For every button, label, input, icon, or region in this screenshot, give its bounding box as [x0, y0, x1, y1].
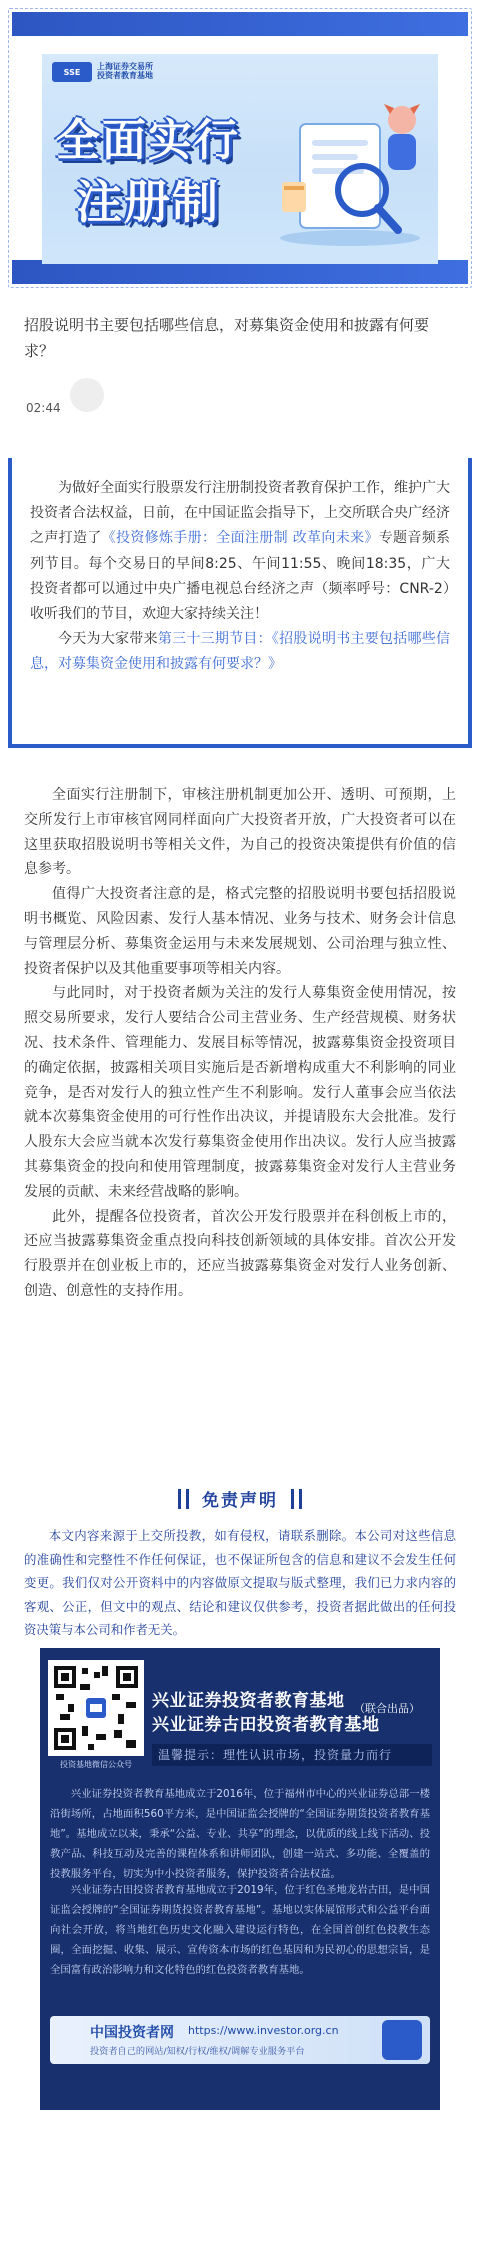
header-banner: [8, 8, 472, 288]
audio-play-icon[interactable]: [70, 378, 104, 412]
intro-right-bar: [468, 458, 472, 748]
footer-tip: 温馨提示：理性认识市场，投资量力而行: [152, 1744, 432, 1766]
body-paragraph-3: 与此同时，对于投资者颇为关注的发行人募集资金使用情况，按照交易所要求，发行人要结合公司主营业务、生产经营规模、财务状况、技术条件、管理能力、发展目标等情况，披露募集资金投资项目的确定依据，披露相关项目实施后是否新增构成重大不利影响的同业竞争，是否对发行人的独立性产生不利影响。发行人董事会应当依法就本次募集资金使用的可行性作出决议，并提请股东大会批准。发行人股东大会应当就本次发行募集资金使用作出决议。发行人应当披露其募集资金的投向和使用管理制度，披露募集资金对发行人主营业务发展的贡献、未来经营战略的影响。: [24, 985, 456, 1200]
banner-image: [42, 54, 438, 264]
footer-paragraph-1: 兴业证券投资者教育基地成立于2016年，位于福州市中心的兴业证券总部一楼沿街场所，占地面积560平方米，是中国证监会授牌的“全国证券期货投资者教育基地”。基地成立以来，秉承“公益、专业、共享”的理念，以优质的线上线下活动、投教产品、科技互动及完善的课程体系和讲师团队，创建一站式、多功能、全覆盖的投教服务平台，切实为中小投资者服务，保护投资者合法权益。: [50, 1788, 430, 1880]
disclaimer-right-bars-icon: [290, 1489, 303, 1509]
investor-site-subtitle: 投资者自己的网站/知权/行权/维权/调解专业服务平台: [90, 2046, 305, 2057]
investor-site-banner[interactable]: [50, 2016, 430, 2064]
footer-card: [40, 1648, 440, 2110]
investor-site-url[interactable]: https://www.investor.org.cn: [188, 2024, 339, 2037]
disclaimer-text: 本文内容来源于上交所投教，如有侵权，请联系删除。本公司对这些信息的准确性和完整性不作任何保证，也不保证所包含的信息和建议不会发生任何变更。我们仅对公开资料中的内容做原文提取与版式整理，我们已力求内容的客观、公正，但文中的观点、结论和建议仅供参考，投资者据此做出的任何投资决策与本公司和作者无关。: [24, 1528, 456, 1637]
body-paragraph-2: 值得广大投资者注意的是，格式完整的招股说明书要包括招股说明书概览、风险因素、发行人基本情况、业务与技术、财务会计信息与管理层分析、募集资金运用与未来发展规划、公司治理与独立性、投资者保护以及其他重要事项等相关内容。: [24, 886, 456, 977]
investor-site-logo-icon: [382, 2020, 422, 2060]
episode-link[interactable]: 第三十三期节目：《招股说明书主要包括哪些信息，对募集资金使用和披露有何要求？》: [30, 631, 451, 673]
body-paragraph-4: 此外，提醒各位投资者，首次公开发行股票并在科创板上市的，还应当披露募集资金重点投向科技创新领域的具体安排。首次公开发行股票并在创业板上市的，还应当披露募集资金对发行人业务创新、创造、创意性的支持作用。: [24, 1208, 456, 1299]
banner-title-line1: 全面实行: [56, 115, 240, 166]
audio-duration: 02:44: [26, 401, 61, 415]
disclaimer-heading: [0, 1486, 480, 1511]
intro-text: [30, 476, 450, 678]
qr-caption: 投资基地微信公众号: [60, 1760, 132, 1769]
program-link[interactable]: 《投资修炼手册：全面注册制 改革向未来》: [101, 530, 379, 547]
banner-top-strip: [12, 12, 468, 36]
intro-bottom-bar: [8, 744, 472, 748]
qr-code-icon[interactable]: [48, 1660, 144, 1756]
question-heading: 招股说明书主要包括哪些信息，对募集资金使用和披露有何要求？: [24, 316, 430, 360]
banner-logo: [52, 62, 153, 82]
footer-paragraph-2: 兴业证券古田投资者教育基地成立于2019年，位于红色圣地龙岩古田，是中国证监会授牌的“全国证券期货投资者教育基地”。基地以实体展馆形式和公益平台面向社会开放，将当地红色历史文化融入建设运行特色，在全国首创红色投教生态圈，全面挖掘、收集、展示、宣传资本市场的红色基因和为民初心的思想宗旨，是全国富有政治影响力和文化特色的红色投资者教育基地。: [50, 1884, 430, 1976]
article-body: [24, 783, 456, 1304]
intro-paragraph-2: 今天为大家带来第三十三期节目：《招股说明书主要包括哪些信息，对募集资金使用和披露有何要求？》: [30, 631, 451, 673]
intro-left-bar: [8, 458, 12, 748]
sse-logo-icon: SSE: [52, 62, 92, 82]
banner-logo-text-1: 上海证券交易所: [97, 62, 153, 72]
body-paragraph-1: 全面实行注册制下，审核注册机制更加公开、透明、可预期，上交所发行上市审核官网同样面向广大投资者开放，广大投资者可以在这里获取招股说明书等相关文件，为自己的投资决策提供有价值的信息参考。: [24, 787, 456, 878]
investor-site-name: 中国投资者网: [90, 2025, 174, 2041]
intro-paragraph-1: 为做好全面实行股票发行注册制投资者教育保护工作，维护广大投资者合法权益，日前，在中国证监会指导下，上交所联合央广经济之声打造了《投资修炼手册：全面注册制 改革向未来》专题音频系列节目。每个交易日的早间8:25、午间11:55、晚间18:35，广大投资者都可以通过中央广播电视总台经济之声（频率呼号：CNR-2）收听我们的节目，欢迎大家持续关注！: [30, 480, 451, 623]
disclaimer-title: 免责声明: [202, 1491, 278, 1511]
banner-logo-text-2: 投资者教育基地: [97, 71, 153, 80]
footer-joint-label: （联合出品）: [354, 1702, 420, 1715]
intro-box: [8, 458, 472, 748]
disclaimer-left-bars-icon: [177, 1489, 190, 1509]
footer-title-2: 兴业证券古田投资者教育基地: [152, 1715, 380, 1735]
footer-title-1: 兴业证券投资者教育基地: [152, 1691, 345, 1711]
registration-illustration-icon: [270, 90, 430, 250]
banner-title-line2: 注册制: [76, 175, 220, 229]
